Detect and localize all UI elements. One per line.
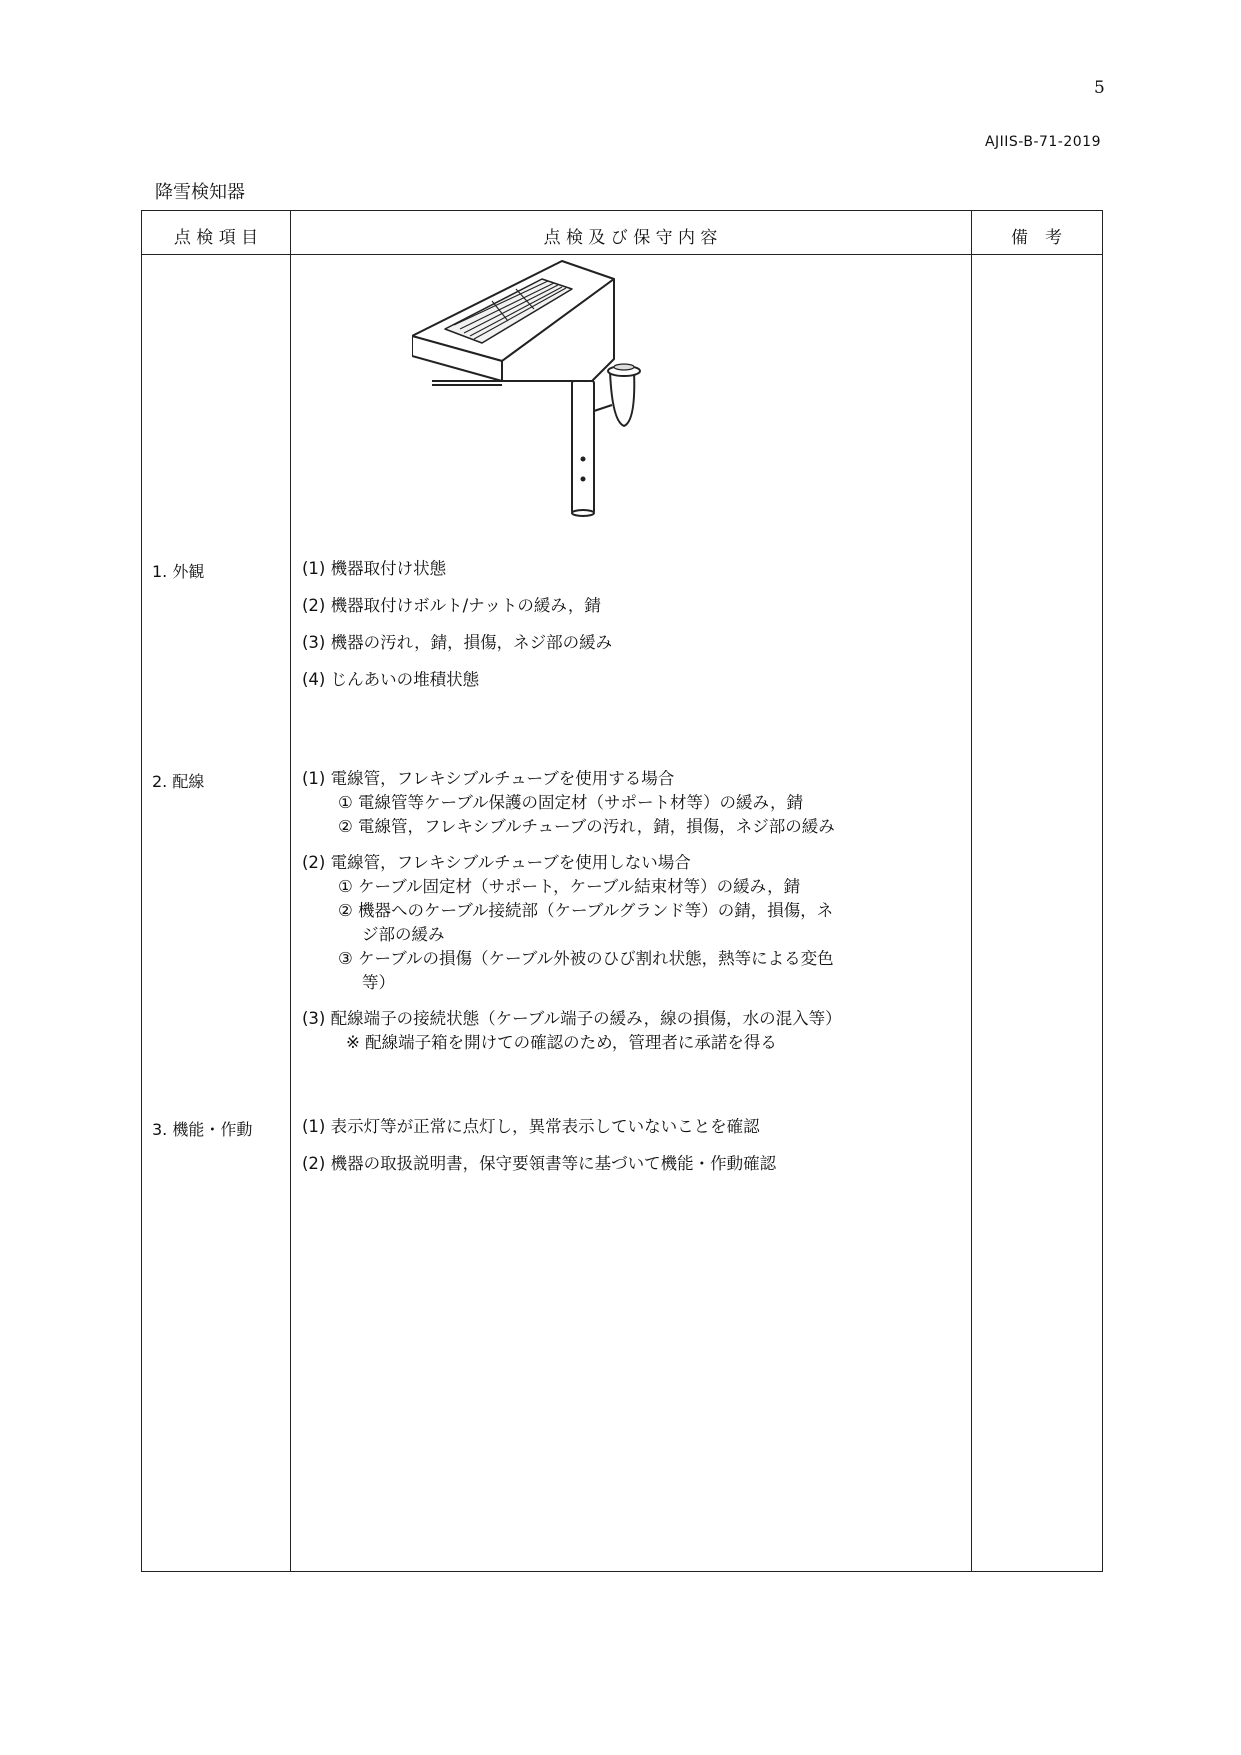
content-line: (3) 配線端子の接続状態（ケーブル端子の緩み，線の損傷，水の混入等） [302,1009,842,1028]
content-line: ③ ケーブルの損傷（ケーブル外被のひび割れ状態，熱等による変色 [338,949,834,968]
content-function [302,1115,776,1176]
content-line: ② 機器へのケーブル接続部（ケーブルグランド等）の錆，損傷，ネ [338,901,834,920]
content-line: ② 電線管，フレキシブルチューブの汚れ，錆，損傷，ネジ部の緩み [338,817,835,836]
header-remarks: 備 考 [1011,228,1062,248]
header-inspection-content: 点 検 及 び 保 守 内 容 [543,228,718,248]
content-line: (3) 機器の汚れ，錆，損傷，ネジ部の緩み [302,633,613,652]
content-line: (1) 機器取付け状態 [302,559,447,578]
column-divider [971,211,972,1571]
page-number: 5 [1094,78,1105,98]
content-line: ① 電線管等ケーブル保護の固定材（サポート材等）の緩み，錆 [338,793,804,812]
content-line: (1) 表示灯等が正常に点灯し，異常表示していないことを確認 [302,1117,760,1136]
content-line: (4) じんあいの堆積状態 [302,670,480,689]
content-line: 等） [362,973,395,992]
content-line: (2) 電線管，フレキシブルチューブを使用しない場合 [302,853,691,872]
content-appearance [302,557,612,692]
content-line: (2) 機器の取扱説明書，保守要領書等に基づいて機能・作動確認 [302,1154,777,1173]
header-inspection-item: 点 検 項 目 [173,228,259,248]
item-label-appearance: 1. 外観 [152,562,205,581]
content-line: ※ 配線端子箱を開けての確認のため，管理者に承諾を得る [346,1033,777,1052]
content-line: (1) 電線管，フレキシブルチューブを使用する場合 [302,769,675,788]
item-label-function: 3. 機能・作動 [152,1120,253,1139]
item-label-wiring: 2. 配線 [152,772,205,791]
content-line: ジ部の緩み [362,925,445,944]
content-wiring [302,767,842,1055]
content-line: ① ケーブル固定材（サポート，ケーブル結束材等）の緩み，錆 [338,877,801,896]
section-title: 降雪検知器 [155,182,245,203]
inspection-table [141,210,1103,1572]
column-divider [290,211,291,1571]
content-line: (2) 機器取付けボルト/ナットの緩み，錆 [302,596,601,615]
snow-detector-illustration [412,241,672,521]
document-code: AJIIS-B-71-2019 [984,134,1101,150]
